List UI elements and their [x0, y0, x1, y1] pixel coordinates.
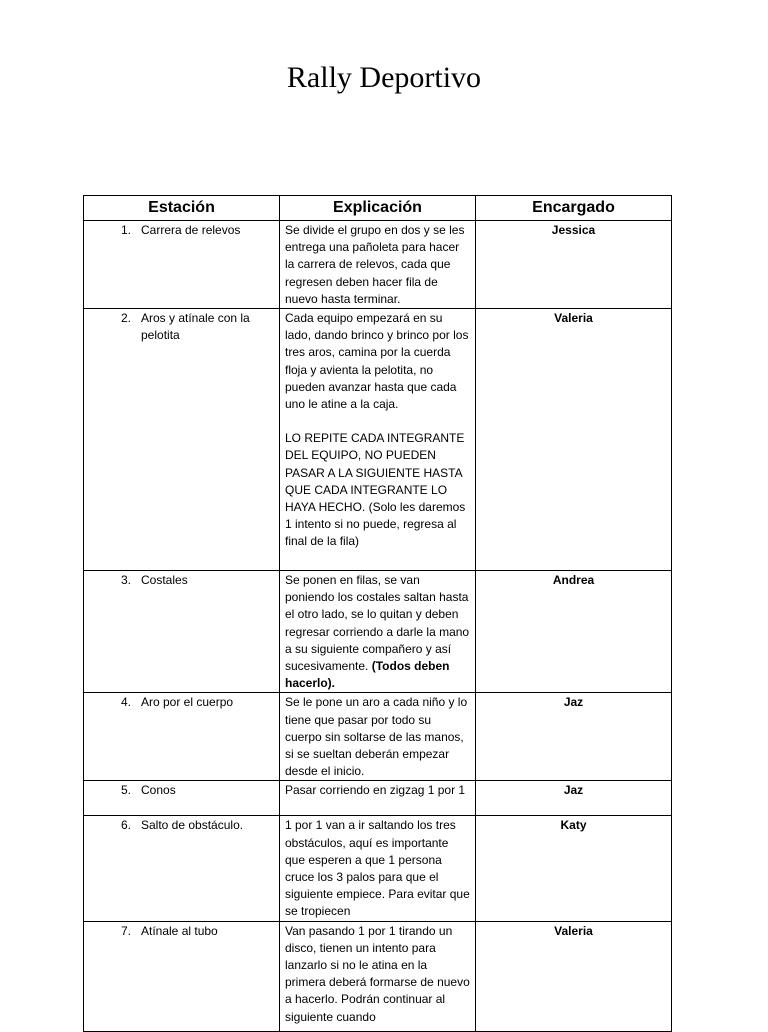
table-row: [84, 921, 672, 1031]
station-number: 1.: [120, 223, 131, 237]
explicacion-cell: Se le pone un aro a cada niño y lo tiene que pasar por todo su cuerpo sin soltarse de las manos, si se sueltan deberán empezar desde el inicio.: [280, 693, 476, 781]
table-row: [84, 781, 672, 816]
explicacion-paragraph: Cada equipo empezará en su lado, dando brinco y brinco por los tres aros, camina por la cuerda floja y avienta la pelotita, no pueden avanzar hasta que cada uno le atine a la caja.: [285, 311, 469, 412]
table-row: [84, 693, 672, 781]
encargado-cell: Katy: [476, 816, 672, 921]
encargado-cell: Jaz: [476, 781, 672, 816]
explicacion-cell: Se divide el grupo en dos y se les entrega una pañoleta para hacer la carrera de relevos, cada que regresen deben hacer fila de nuevo hasta terminar.: [280, 221, 476, 309]
explicacion-cell: [280, 571, 476, 693]
explicacion-paragraph-caps: LO REPITE CADA INTEGRANTE DEL EQUIPO, NO PUEDEN PASAR A LA SIGUIENTE HASTA QUE CADA INTEGRANTE LO HAYA HECHO. (Solo les daremos 1 intento si no puede, regresa al final de la fila): [285, 431, 466, 549]
station-number: 2.: [120, 311, 131, 326]
encargado-cell: Andrea: [476, 571, 672, 693]
station-name: Aro por el cuerpo: [141, 695, 234, 710]
column-header-explicacion: Explicación: [280, 196, 476, 221]
estacion-cell: [84, 309, 280, 571]
table-row: [84, 309, 672, 571]
rally-stations-table: [83, 195, 672, 1032]
station-name: Costales: [141, 573, 188, 588]
table-row: [84, 816, 672, 921]
station-name: Conos: [141, 783, 176, 798]
explicacion-bold-note: (Todos deben hacerlo).: [285, 659, 450, 691]
column-header-estacion: Estación: [84, 196, 280, 221]
encargado-cell: Valeria: [476, 921, 672, 1031]
station-number: 6.: [120, 818, 131, 833]
explicacion-text: Se ponen en filas, se van poniendo los costales saltan hasta el otro lado, se lo quitan y deben regresar corriendo a darle la mano a su siguiente compañero y así sucesivamente.: [285, 573, 470, 674]
encargado-cell: Jaz: [476, 693, 672, 781]
encargado-cell: Jessica: [476, 221, 672, 309]
estacion-cell: [84, 693, 280, 781]
station-name: Aros y atínale con la pelotita: [141, 311, 250, 343]
station-number: 3.: [120, 573, 131, 588]
explicacion-cell: Pasar corriendo en zigzag 1 por 1: [280, 781, 476, 816]
station-name: Carrera de relevos: [141, 223, 241, 237]
station-number: 7.: [120, 923, 131, 938]
column-header-encargado: Encargado: [476, 196, 672, 221]
station-number: 5.: [120, 783, 131, 798]
station-number: 4.: [120, 695, 131, 710]
encargado-cell: Valeria: [476, 309, 672, 571]
station-name: Salto de obstáculo.: [141, 818, 244, 833]
estacion-cell: [84, 221, 280, 309]
estacion-cell: [84, 571, 280, 693]
estacion-cell: [84, 816, 280, 921]
table-row: [84, 221, 672, 309]
document-title: Rally Deportivo: [286, 61, 482, 94]
explicacion-cell: [280, 309, 476, 571]
table-header-row: [84, 196, 672, 221]
estacion-cell: [84, 921, 280, 1031]
explicacion-cell: 1 por 1 van a ir saltando los tres obstáculos, aquí es importante que esperen a que 1 persona cruce los 3 palos para que el siguiente empiece. Para evitar que se tropiecen: [280, 816, 476, 921]
explicacion-cell: Van pasando 1 por 1 tirando un disco, tienen un intento para lanzarlo si no le atina en la primera deberá formarse de nuevo a hacerlo. Podrán continuar al siguiente cuando: [280, 921, 476, 1031]
table-row: [84, 571, 672, 693]
estacion-cell: [84, 781, 280, 816]
station-name: Atínale al tubo: [141, 923, 218, 938]
